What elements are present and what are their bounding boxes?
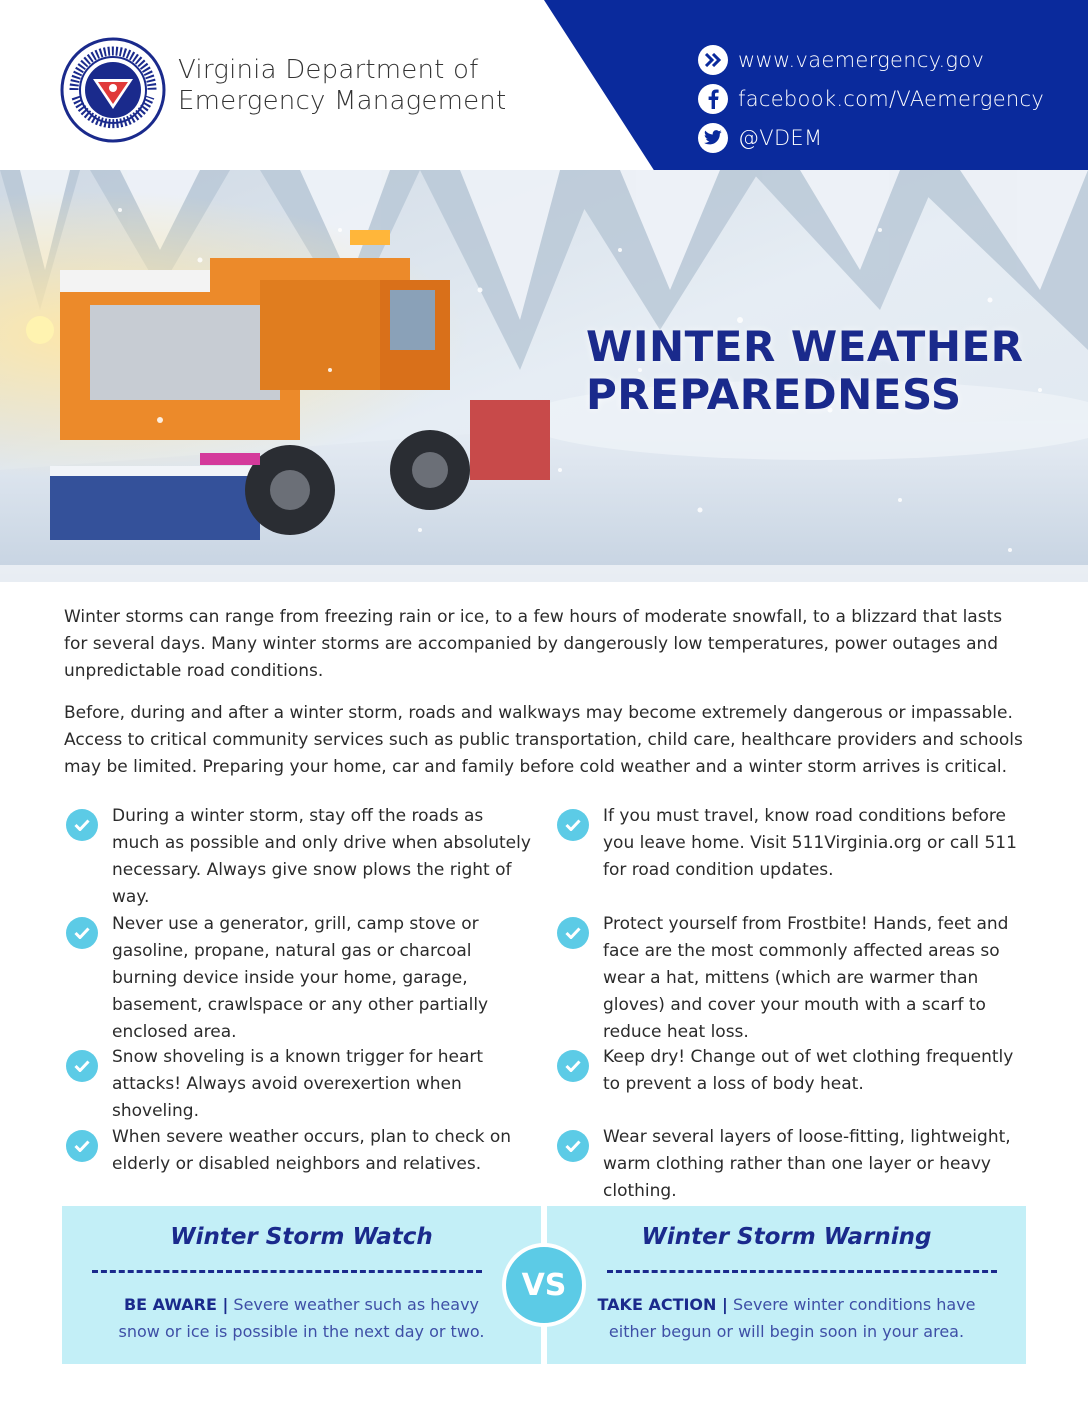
checkmark-icon — [557, 809, 589, 841]
tip-item — [557, 803, 1027, 884]
tip-text: If you must travel, know road conditions before you leave home. Visit 511Virginia.org or call 511 for road condition updates. — [603, 806, 1017, 880]
contact-links — [698, 40, 1044, 157]
watch-text-line2: snow or ice is possible in the next day or two. — [118, 1322, 485, 1341]
watch-vs-warning — [62, 1206, 1026, 1364]
website-arrow-icon — [698, 45, 728, 75]
facebook-icon — [698, 84, 728, 114]
warning-title: Winter Storm Warning — [641, 1224, 932, 1250]
checkmark-icon — [557, 1130, 589, 1162]
website-text: www.vaemergency.gov — [738, 47, 985, 72]
tip-item — [66, 1124, 536, 1178]
tip-text: Never use a generator, grill, camp stove or gasoline, propane, natural gas or charcoal burning device inside your home, garage, basement, crawlspace or any other partially enclosed area. — [112, 914, 489, 1042]
twitter-link[interactable] — [698, 118, 1044, 157]
tip-item — [66, 911, 536, 1046]
twitter-text: @VDEM — [738, 125, 823, 150]
page-title — [586, 323, 1024, 419]
organization-name-line2: Emergency Management — [178, 86, 507, 116]
facebook-link[interactable] — [698, 79, 1044, 118]
watch-title: Winter Storm Watch — [170, 1224, 433, 1250]
tip-text: Keep dry! Change out of wet clothing frequently to prevent a loss of body heat. — [603, 1047, 1014, 1094]
intro-paragraph-2: Before, during and after a winter storm, roads and walkways may become extremely dangerous or impassable. Access to critical community services such as public transportation, child care, healthcare providers and schools may be limited. Preparing your home, car and family before cold weather and a winter storm arrives is critical. — [64, 703, 1023, 777]
intro-paragraph-1: Winter storms can range from freezing rain or ice, to a few hours of moderate snowfall, to a blizzard that lasts for several days. Many winter storms are accompanied by dangerously low temperatures, power outages and unpredictable road conditions. — [64, 607, 1003, 681]
vdem-seal-logo — [60, 37, 166, 143]
warning-description — [547, 1291, 1026, 1345]
organization-name — [178, 55, 506, 117]
tip-item — [66, 803, 536, 911]
tip-text: When severe weather occurs, plan to check on elderly or disabled neighbors and relatives. — [112, 1127, 512, 1174]
checkmark-icon — [66, 1050, 98, 1082]
twitter-icon — [698, 123, 728, 153]
checkmark-icon — [66, 809, 98, 841]
page-title-line1: WINTER WEATHER — [586, 322, 1024, 371]
watch-label: BE AWARE | — [123, 1295, 229, 1314]
watch-dashed-divider — [92, 1270, 482, 1273]
organization-name-line1: Virginia Department of — [178, 55, 479, 85]
tip-text: Snow shoveling is a known trigger for heart attacks! Always avoid overexertion when shoveling. — [112, 1047, 484, 1121]
checkmark-icon — [66, 917, 98, 949]
checkmark-icon — [66, 1130, 98, 1162]
warning-dashed-divider — [607, 1270, 997, 1273]
winter-storm-watch-panel — [62, 1206, 541, 1364]
checkmark-icon — [557, 1050, 589, 1082]
watch-text-line1: Severe weather such as heavy — [233, 1295, 479, 1314]
winter-storm-warning-panel — [547, 1206, 1026, 1364]
website-link[interactable] — [698, 40, 1044, 79]
tip-item — [66, 1044, 536, 1125]
checkmark-icon — [557, 917, 589, 949]
intro-section — [64, 604, 1024, 796]
watch-description — [62, 1291, 541, 1345]
tip-text: Protect yourself from Frostbite! Hands, feet and face are the most commonly affected areas so wear a hat, mittens (which are warmer than gloves) and cover your mouth with a scarf to reduce heat loss. — [603, 914, 1009, 1042]
page-title-line2: PREPAREDNESS — [586, 370, 962, 419]
tip-text: Wear several layers of loose-fitting, lightweight, warm clothing rather than one layer or heavy clothing. — [603, 1127, 1011, 1201]
tip-item — [557, 1044, 1027, 1098]
tip-text: During a winter storm, stay off the roads as much as possible and only drive when absolutely necessary. Always give snow plows the right of way. — [112, 806, 531, 907]
tip-item — [557, 1124, 1027, 1205]
warning-label: TAKE ACTION | — [597, 1295, 728, 1314]
vs-badge: VS — [502, 1243, 586, 1327]
tip-item — [557, 911, 1027, 1046]
warning-text-line2: either begun or will begin soon in your area. — [608, 1322, 965, 1341]
facebook-text: facebook.com/VAemergency — [738, 86, 1045, 111]
warning-text-line1: Severe winter conditions have — [732, 1295, 976, 1314]
